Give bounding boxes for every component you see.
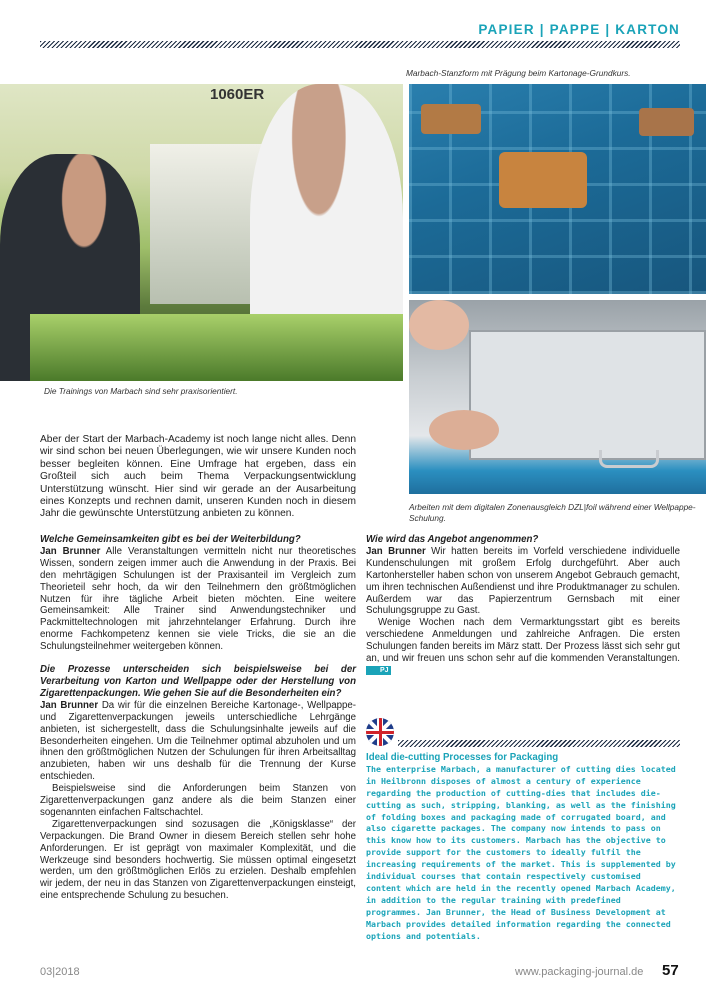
speaker-name: Jan Brunner <box>40 699 99 711</box>
answer-paragraph: Jan Brunner Wir hatten bereits im Vorfeld verschiedene individuelle Kundenschulungen mit großem Erfolg durchgeführt. Aber auch Kartonhersteller haben schon von unserem Angebot Gebrauch gemacht, um ihren technischen Außendienst und ihre Produktmanager zu schulen. Außerdem war das Papierzentrum Gernsbach mit einer Schulungsgruppe zu Gast. <box>366 545 680 617</box>
body-paragraph: Beispielsweise sind die Anforderungen beim Stanzen von Zigarettenverpackungen ganz andere als die beim Stanzen einer sogenannten einfachen Faltschachtel. <box>40 783 356 818</box>
question-angebot: Wie wird das Angebot angenommen? <box>366 534 539 545</box>
page-number: 57 <box>662 962 679 979</box>
question-gemeinsamkeiten: Welche Gemeinsamkeiten gibt es bei der Weiterbildung? <box>40 534 301 545</box>
right-column <box>366 534 680 677</box>
body-paragraph: Zigarettenverpackungen sind sozusagen die „Königsklasse“ der Verpackungen. Die Brand Owner in diesem Bereich stellen sehr hohe Anforderungen. Er ist geprägt von maximaler Komplexität, und die Werkzeuge sind besonders hochwertig. Sie müssen optimal eingesetzt werden, um den größtmöglichen Erlös zu erzielen. Deshalb empfehlen wir jedem, der neu in das Stanzen von Zigarettenverpackungen einsteigt, eine entsprechende Schulung zu besuchen. <box>40 818 356 902</box>
metal-handle <box>599 450 659 468</box>
end-of-article-badge: PJ <box>366 666 391 675</box>
footer-issue: 03|2018 <box>40 966 80 978</box>
question-prozesse: Die Prozesse unterscheiden sich beispielsweise bei der Verarbeitung von Karton und Wellpappe oder der Herstellung von Zigarettenpackungen. Wie gehen Sie auf die Besonderheiten ein? <box>40 664 356 699</box>
photo-cutting-die-embossing <box>409 84 706 294</box>
caption-stanzform: Marbach-Stanzform mit Prägung beim Kartonage-Grundkurs. <box>406 68 631 78</box>
english-title: Ideal die-cutting Processes for Packaging <box>366 752 559 763</box>
machine-label: 1060ER <box>210 86 265 103</box>
header-hatch-divider <box>40 41 680 48</box>
caption-trainings: Die Trainings von Marbach sind sehr praxisorientiert. <box>44 386 238 396</box>
embossing-block <box>499 152 587 208</box>
photo-zonenausgleich <box>409 300 706 494</box>
speaker-name: Jan Brunner <box>366 545 426 557</box>
uk-flag-icon <box>366 718 394 746</box>
english-body: The enterprise Marbach, a manufacturer of cutting dies located in Heilbronn disposes of almost a century of experience regarding the production of cutting-dies that includes die-cutting as such, stripping, blanking, as well as the finishing of folding boxes and packaging made of corrugated board, and also cigarette packages. The company now intends to pass on this know how to its customers. Marbach has the objective to provide support for the customers to ideally fulfil the increasing requirements of the market. This is supplemented by individual courses that contain respectively customised content which are held in the recently opened Marbach Academy, in addition to the regular training with predefined programmes. Jan Brunner, the Head of Business Development at Marbach provides detailed information regarding the connected options and potentials. <box>366 763 676 941</box>
left-column <box>40 534 356 902</box>
footer-url[interactable]: www.packaging-journal.de <box>515 966 644 978</box>
section-title: PAPIER | PAPPE | KARTON <box>478 22 680 37</box>
english-hatch-divider <box>398 740 680 747</box>
caption-zonenausgleich: Arbeiten mit dem digitalen Zonenausgleich DZL|foil während einer Wellpappe-Schulung. <box>409 502 696 523</box>
intro-paragraph: Aber der Start der Marbach-Academy ist noch lange nicht alles. Denn wir sind schon bei neuen Überlegungen, wie wir unsere Kunden noch besser begleiten können. Eine Umfrage hat ergeben, dass ein Großteil sich auch beim Thema Verpackungsentwicklung Unterstützung wünscht. Hier sind wir gerade an der Ausarbeitung eines Konzepts und rechnen damit, unseren Kunden noch in diesem Jahr die gewünschte Unterstützung anbieten zu können. <box>40 434 356 520</box>
english-summary <box>366 752 680 943</box>
photo-training-machine <box>0 84 403 381</box>
body-paragraph: Wenige Wochen nach dem Vermarktungsstart gibt es bereits verschiedene Anmeldungen und zahlreiche Anfragen. Die ersten Schulungen fanden bereits im März statt. Der Prozess lässt sich sehr gut an, und wir freuen uns schon sehr auf die kommenden Veranstaltungen. PJ <box>366 617 680 674</box>
speaker-name: Jan Brunner <box>40 545 101 557</box>
foil-sheet <box>469 330 706 460</box>
answer-paragraph: Jan Brunner Da wir für die einzelnen Bereiche Kartonage-, Wellpappe- und Zigarettenverpackungen jeweils unterschiedliche Lehrgänge anbieten, ist sichergestellt, dass die Schulungsinhalte jeweils auf die Besonderheiten eingehen. Um die Teilnehmer optimal abzuholen und um ihnen den größtmöglichen Nutzen der Schulungen für ihren Arbeitsalltag anzubieten, haben wir uns deshalb für die Trennung der Kurse entschieden. <box>40 699 356 783</box>
answer-paragraph: Jan Brunner Alle Veranstaltungen vermitteln nicht nur theoretisches Wissen, sondern zeigen immer auch die Anwendung in der Praxis. Bei den mehrtägigen Schulungen ist der Praxisanteil im Vergleich zum Theorieteil sehr hoch, da wir den Teilnehmern den größtmöglichen Nutzen für ihre tägliche Arbeit bieten möchten. Eine weitere Gemeinsamkeit: Alle Trainer sind Anwendungstechniker und Packmitteltechnologen mit jahrzehntelanger Erfahrung. Durch ihre enorme Fachkompetenz kennen sie viele Tricks, die sie an die Schulungsteilnehmer weitergeben können. <box>40 545 356 653</box>
machine-tray <box>30 314 403 381</box>
